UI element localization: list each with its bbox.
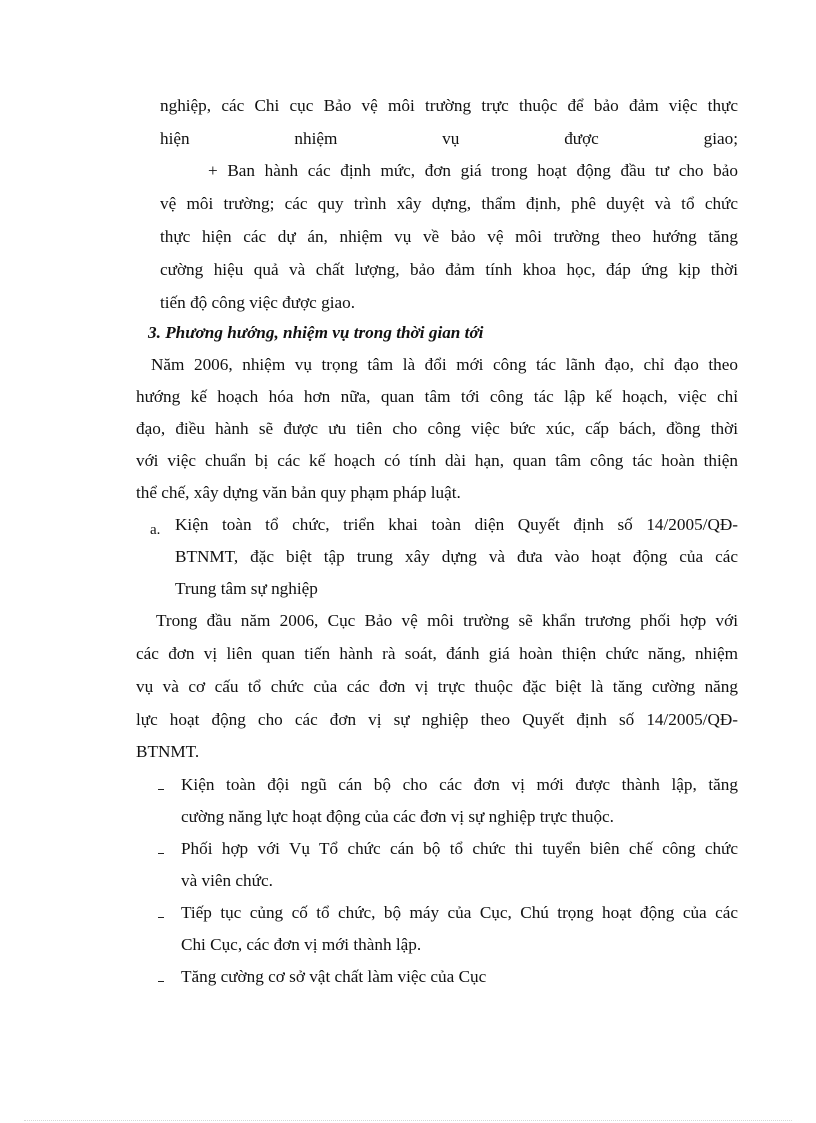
list-item-line: Kiện toàn tổ chức, triển khai toàn diện Quyết định số 14/2005/QĐ- [175,515,738,534]
paragraph-line: đạo, điều hành sẽ được ưu tiên cho công việc bức xúc, cấp bách, đồng thời [136,419,738,438]
paragraph-line: với việc chuẩn bị các kế hoạch có tính dài hạn, quan tâm công tác hoàn thiện [136,451,738,470]
dash-bullet-icon [158,981,164,982]
list-item-line: BTNMT, đặc biệt tập trung xây dựng và đưa vào hoạt động của các [175,547,738,566]
paragraph-line: thể chế, xây dựng văn bản quy phạm pháp luật. [136,483,461,502]
dash-bullet-icon [158,853,164,854]
paragraph-line: hiện nhiệm vụ được giao; [160,129,738,148]
plus-bullet-line: tiến độ công việc được giao. [160,293,355,312]
dash-item-line: Tiếp tục củng cố tổ chức, bộ máy của Cục, Chú trọng hoạt động của các [181,903,738,922]
dash-item-line: Tăng cường cơ sở vật chất làm việc của Cục [181,967,487,986]
paragraph-line: lực hoạt động cho các đơn vị sự nghiệp theo Quyết định số 14/2005/QĐ- [136,710,738,729]
paragraph-line: vụ và cơ cấu tổ chức của các đơn vị trực thuộc đặc biệt là tăng cường năng [136,677,738,696]
dash-item-line: Chi Cục, các đơn vị mới thành lập. [181,935,422,954]
section-heading: 3. Phương hướng, nhiệm vụ trong thời gian tới [148,323,484,342]
plus-bullet-line: vệ môi trường; các quy trình xây dựng, thẩm định, phê duyệt và tổ chức [160,194,738,213]
paragraph-line: các đơn vị liên quan tiến hành rà soát, đánh giá hoàn thiện chức năng, nhiệm [136,644,738,663]
dash-item-line: và viên chức. [181,871,273,890]
plus-bullet-line: thực hiện các dự án, nhiệm vụ về bảo vệ môi trường theo hướng tăng [160,227,738,246]
dash-item-line: Kiện toàn đội ngũ cán bộ cho các đơn vị mới được thành lập, tăng [181,775,738,794]
dash-bullet-icon [158,789,164,790]
list-item-line: Trung tâm sự nghiệp [175,579,318,598]
page-bottom-divider [24,1120,792,1122]
paragraph-line: BTNMT. [136,742,200,761]
paragraph-line: hướng kế hoạch hóa hơn nữa, quan tâm tới công tác lập kế hoạch, việc chỉ [136,387,738,406]
dash-item-line: Phối hợp với Vụ Tổ chức cán bộ tổ chức thi tuyển biên chế công chức [181,839,738,858]
paragraph-line: Năm 2006, nhiệm vụ trọng tâm là đổi mới công tác lãnh đạo, chỉ đạo theo [151,355,738,374]
plus-bullet-line: + Ban hành các định mức, đơn giá trong hoạt động đầu tư cho bảo [208,161,738,180]
dash-bullet-icon [158,917,164,918]
plus-bullet-line: cường hiệu quả và chất lượng, bảo đảm tính khoa học, đáp ứng kịp thời [160,260,738,279]
paragraph-line: nghiệp, các Chi cục Bảo vệ môi trường trực thuộc để bảo đảm việc thực [160,96,738,115]
list-marker-a: a. [150,522,161,538]
paragraph-line: Trong đầu năm 2006, Cục Bảo vệ môi trường sẽ khẩn trương phối hợp với [156,611,738,630]
dash-item-line: cường năng lực hoạt động của các đơn vị sự nghiệp trực thuộc. [181,807,614,826]
